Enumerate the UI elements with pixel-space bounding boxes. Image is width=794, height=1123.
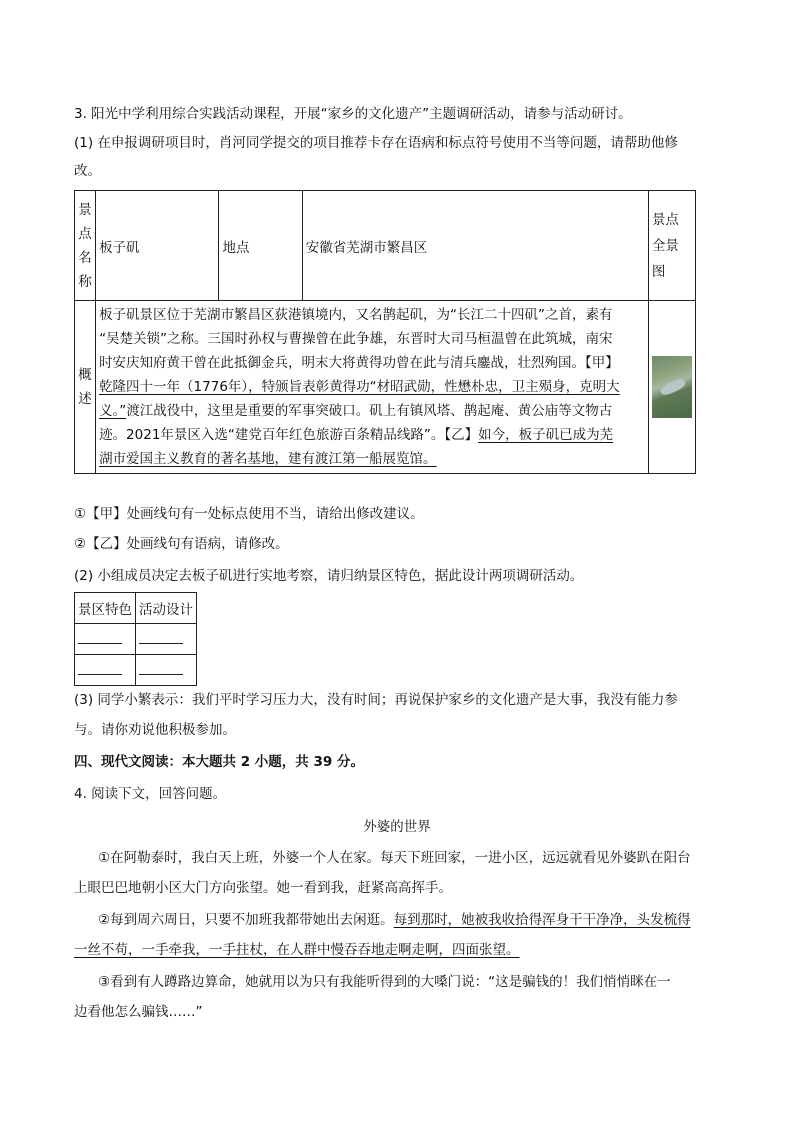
p2-line2 bbox=[74, 940, 520, 960]
q3-part3-line2: 与。请你劝说他积极参加。 bbox=[74, 722, 236, 738]
overview-line: “吴楚关锁”之称。三国时孙权与曹操曾在此争雄，东晋时大司马桓温曾在此筑城，南宋 bbox=[99, 331, 613, 347]
name-value-cell: 板子矶 bbox=[96, 191, 219, 301]
jia-underlined-sentence: 乾隆四十一年（1776年），特颁旨表彰黄得功“材昭武勋，性懋朴忠，卫主殒身，克明大 bbox=[99, 379, 620, 395]
overview-line: 渡江战役中，这里是重要的军事突破口。矶上有镇风塔、鹊起庵、黄公庙等文物古 bbox=[126, 403, 613, 419]
q3-sub2: ②【乙】处画线句有语病，请修改。 bbox=[74, 536, 289, 552]
p2-underlined-sentence-end: 一丝不苟，一手牵我，一手拄杖，在人群中慢吞吞地走啊走啊，四面张望。 bbox=[74, 942, 520, 958]
name-header-char: 名 bbox=[78, 249, 92, 266]
table2-header-feature: 景区特色 bbox=[75, 593, 136, 624]
photo-header-line: 全景 bbox=[651, 237, 679, 254]
q4-stem: 4. 阅读下文，回答问题。 bbox=[74, 786, 227, 802]
overview-header-char: 概 bbox=[78, 367, 92, 383]
p3-line2: 边看他怎么骗钱……” bbox=[74, 1004, 203, 1020]
overview-line: 迹。2021年景区入选“建党百年红色旅游百条精品线路”。【乙】 bbox=[99, 427, 479, 443]
name-header-char: 点 bbox=[78, 225, 92, 242]
photo-header-line: 景点 bbox=[651, 211, 679, 228]
overview-header-char: 述 bbox=[78, 391, 92, 407]
jia-underlined-sentence-end: 义。” bbox=[99, 403, 127, 419]
overview-line: 板子矶景区位于芜湖市繁昌区荻港镇境内，又名鹊起矶，为“长江二十四矶”之首，素有 bbox=[99, 307, 613, 323]
activity-blank-1[interactable] bbox=[136, 624, 197, 655]
location-label-cell: 地点 bbox=[219, 191, 302, 301]
feature-blank-2[interactable] bbox=[75, 655, 136, 686]
table2-header-activity: 活动设计 bbox=[136, 593, 197, 624]
photo-header-cell bbox=[648, 191, 695, 301]
p3-line1: ③看到有人蹲路边算命，她就用以为只有我能听得到的大嗓门说：“这是骗钱的！我们悄悄眯在一 bbox=[98, 974, 671, 990]
section4-heading: 四、现代文阅读：本大题共 2 小题，共 39 分。 bbox=[74, 754, 364, 770]
recommendation-card-table bbox=[74, 190, 696, 474]
activity-design-table bbox=[74, 592, 197, 686]
feature-blank-1[interactable] bbox=[75, 624, 136, 655]
p2-prefix: ②每到周六周日，只要不加班我都带她出去闲逛。 bbox=[98, 912, 394, 928]
overview-line: 时安庆知府黄干曾在此抵御金兵，明末大将黄得功曾在此与清兵鏖战，壮烈殉国。【甲】 bbox=[99, 355, 619, 371]
q3-sub1: ①【甲】处画线句有一处标点使用不当，请给出修改建议。 bbox=[74, 506, 424, 522]
photo-header-line: 图 bbox=[651, 263, 666, 280]
q3-part1-line1: (1) 在申报调研项目时，肖河同学提交的项目推荐卡存在语病和标点符号使用不当等问题，请帮助他修 bbox=[74, 135, 678, 151]
name-header-char: 景 bbox=[78, 201, 92, 218]
photo-cell bbox=[648, 301, 695, 474]
p1-line1: ①在阿勒泰时，我白天上班，外婆一个人在家。每天下班回家，一进小区，远远就看见外婆趴在阳台 bbox=[98, 850, 691, 866]
p2-underlined-sentence: 每到那时，她被我收拾得浑身干干净净，头发梳得 bbox=[393, 912, 691, 928]
name-header-char: 称 bbox=[78, 273, 92, 290]
location-value-cell: 安徽省芜湖市繁昌区 bbox=[302, 191, 648, 301]
q3-part2: (2) 小组成员决定去板子矶进行实地考察，请归纳景区特色，据此设计两项调研活动。 bbox=[74, 568, 584, 584]
yi-underlined-sentence: 如今，板子矶已成为芜 bbox=[478, 427, 614, 443]
overview-text-cell bbox=[96, 301, 649, 474]
yi-underlined-sentence-end: 湖市爱国主义教育的著名基地，建有渡江第一船展览馆。 bbox=[99, 451, 437, 467]
q3-stem: 3. 阳光中学利用综合实践活动课程，开展“家乡的文化遗产”主题调研活动，请参与活动研讨。 bbox=[74, 106, 632, 122]
p2-line1 bbox=[98, 910, 691, 930]
passage-title: 外婆的世界 bbox=[363, 819, 431, 835]
activity-blank-2[interactable] bbox=[136, 655, 197, 686]
p1-line2: 上眼巴巴地朝小区大门方向张望。她一看到我，赶紧高高挥手。 bbox=[74, 880, 452, 896]
overview-header-cell bbox=[75, 301, 96, 474]
q3-part1-line2: 改。 bbox=[74, 163, 101, 179]
scenic-panorama-image bbox=[652, 356, 692, 418]
name-header-cell bbox=[75, 191, 96, 301]
q3-part3-line1: (3) 同学小繁表示：我们平时学习压力大，没有时间；再说保护家乡的文化遗产是大事，我没有能力参 bbox=[74, 692, 678, 708]
